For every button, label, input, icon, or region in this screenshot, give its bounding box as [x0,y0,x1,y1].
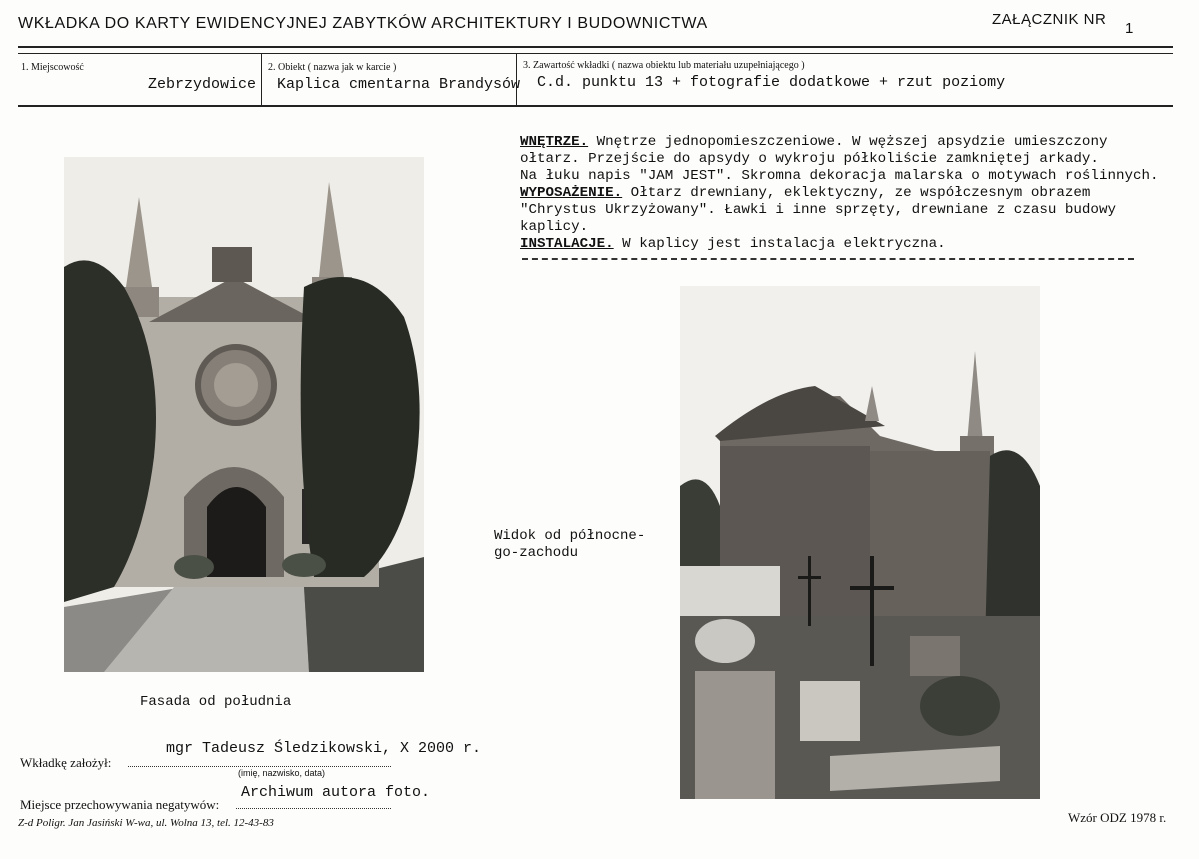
author-label: Wkładkę założył: [20,755,112,770]
interior-line-1: WNĘTRZE. Wnętrze jednopomieszczeniowe. W węższej apsydzie umieszczony [520,134,1108,150]
installation-line-1: INSTALACJE. W kaplicy jest instalacja elektryczna. [520,236,946,252]
object-label: 2. Obiekt ( nazwa jak w karcie ) [268,62,397,73]
locality-label: 1. Miejscowość [21,62,84,73]
field-rule-bottom [18,105,1173,107]
negatives-value: Archiwum autora foto. [241,784,431,801]
photo-facade-south [64,157,424,672]
furnishing-line-2: "Chrystus Ukrzyżowany". Ławki i inne sprzęty, drewniane z czasu budowy [520,202,1116,218]
photo-view-northwest [680,286,1040,799]
attachment-label: ZAŁĄCZNIK NR [992,11,1107,28]
interior-heading: WNĘTRZE. [520,134,589,150]
author-dotted-line [128,766,391,767]
furnishing-line-3: kaplicy. [520,219,589,235]
form-code: Wzór ODZ 1978 r. [1068,810,1167,825]
furnishing-line-1: WYPOSAŻENIE. Ołtarz drewniany, eklektyczny, ze współczesnym obrazem [520,185,1091,201]
locality-value: Zebrzydowice [148,76,257,93]
author-hint: (imię, nazwisko, data) [238,768,326,778]
interior-line-3: Na łuku napis "JAM JEST". Skromna dekoracja malarska o motywach roślinnych. [520,168,1159,184]
field-rule-top [18,53,1173,54]
caption-view-northwest-line-1: Widok od północne- [494,528,646,544]
dashed-separator [522,258,1134,260]
installation-heading: INSTALACJE. [520,236,614,252]
form-title: WKŁADKA DO KARTY EWIDENCYJNEJ ZABYTKÓW ARCHITEKTURY I BUDOWNICTWA [18,15,708,32]
furnishing-heading: WYPOSAŻENIE. [520,185,623,201]
interior-line-2: ołtarz. Przejście do apsydy o wykroju półkoliście zamkniętej arkady. [520,151,1099,167]
caption-view-northwest [494,528,645,562]
object-value: Kaplica cmentarna Brandysów [277,76,521,93]
negatives-label: Miejsce przechowywania negatywów: [20,797,220,812]
negatives-dotted-line [236,808,391,809]
caption-facade-south: Fasada od południa [140,694,292,710]
attachment-number: 1 [1125,20,1134,37]
printer-imprint: Z-d Poligr. Jan Jasiński W-wa, ul. Wolna 13, tel. 12-43-83 [18,817,274,829]
content-label: 3. Zawartość wkładki ( nazwa obiektu lub materiału uzupełniającego ) [523,60,805,71]
caption-view-northwest-line-2: go-zachodu [494,545,579,561]
description-block [520,134,1180,253]
author-value: mgr Tadeusz Śledzikowski, X 2000 r. [166,740,482,757]
top-rule [18,46,1173,48]
field-divider-1 [261,53,262,106]
content-value: C.d. punktu 13 + fotografie dodatkowe + rzut poziomy [537,74,1006,91]
